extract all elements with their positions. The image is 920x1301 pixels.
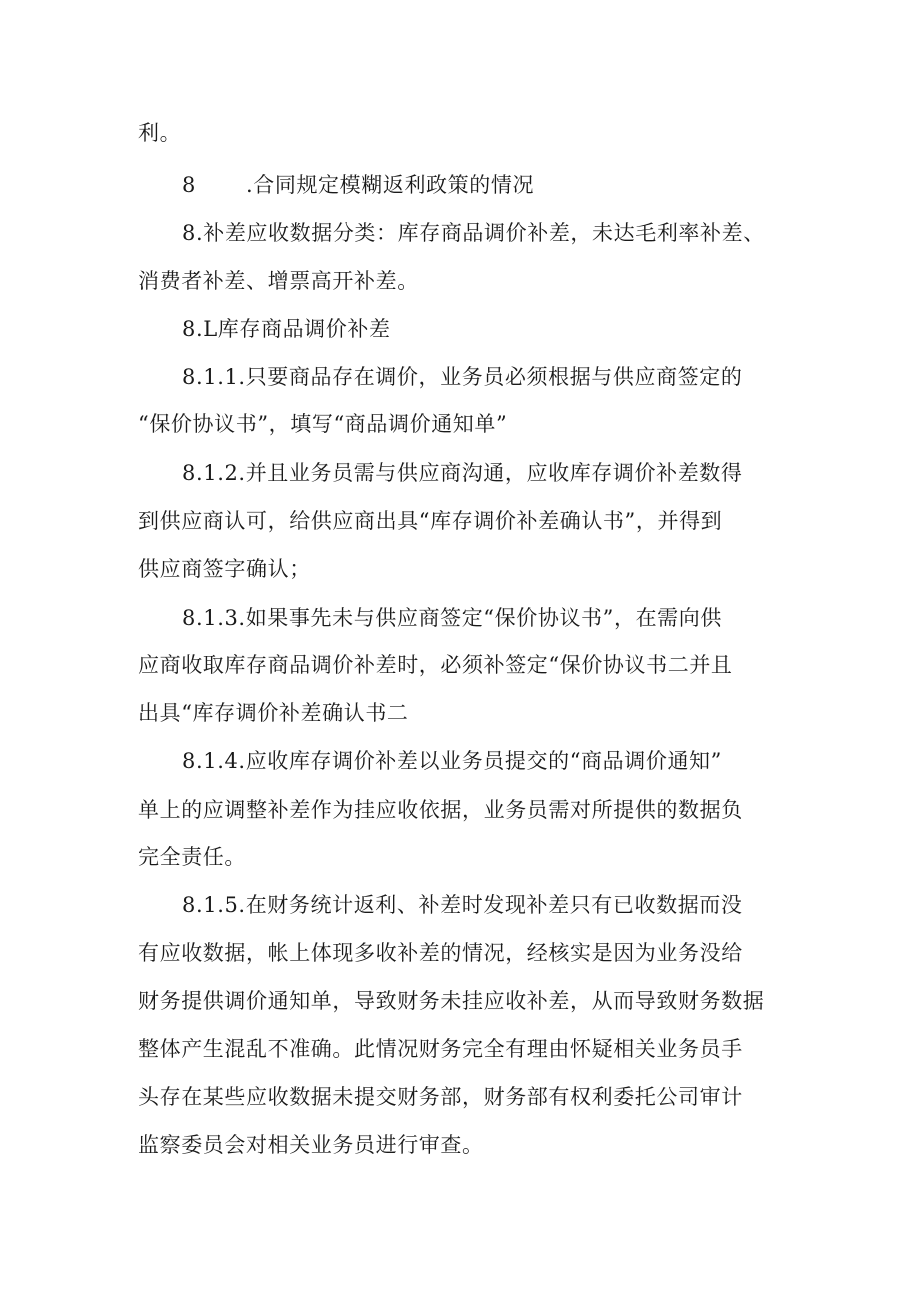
text-line: 财务提供调价通知单，导致财务未挂应收补差，从而导致财务数据 [138, 989, 765, 1013]
text-line: “保价协议书”，填写“商品调价通知单” [138, 412, 508, 436]
text-line: 供应商签字确认； [138, 557, 311, 581]
text-line: 到供应商认可，给供应商出具“库存调价补差确认书”，并得到 [138, 509, 723, 533]
text-line: 出具“库存调价补差确认书二 [138, 701, 409, 725]
text-line: 8.1.4.应收库存调价补差以业务员提交的“商品调价通知” [182, 749, 722, 773]
text-line: 8.1.2.并且业务员需与供应商沟通，应收库存调价补差数得 [182, 461, 743, 485]
text-line: 头存在某些应收数据未提交财务部，财务部有权利委托公司审计 [138, 1085, 743, 1109]
text-line: 8.补差应收数据分类：库存商品调价补差，未达毛利率补差、 [182, 221, 765, 245]
text-line: 完全责任。 [138, 845, 246, 869]
text-line: 利。 [138, 121, 182, 145]
section-number: 8 [182, 173, 196, 197]
text-line: 监察委员会对相关业务员进行审查。 [138, 1133, 484, 1157]
text-line: 有应收数据，帐上体现多收补差的情况，经核实是因为业务没给 [138, 941, 743, 965]
section-heading [182, 170, 534, 200]
text-line: 8.1.3.如果事先未与供应商签定“保价协议书”，在需向供 [182, 606, 722, 630]
text-line: 单上的应调整补差作为挂应收依据，业务员需对所提供的数据负 [138, 798, 743, 822]
text-line: 应商收取库存商品调价补差时，必须补签定“保价协议书二并且 [138, 653, 733, 677]
text-line: 8.1.5.在财务统计返利、补差时发现补差只有已收数据而没 [182, 893, 743, 917]
text-line: 消费者补差、增票高开补差。 [138, 269, 419, 293]
text-line: 整体产生混乱不准确。此情况财务完全有理由怀疑相关业务员手 [138, 1037, 743, 1061]
text-line: 8.1.1.只要商品存在调价，业务员必须根据与供应商签定的 [182, 365, 743, 389]
subsection-heading: 8.L库存商品调价补差 [182, 317, 391, 341]
section-title: .合同规定模糊返利政策的情况 [245, 173, 535, 197]
